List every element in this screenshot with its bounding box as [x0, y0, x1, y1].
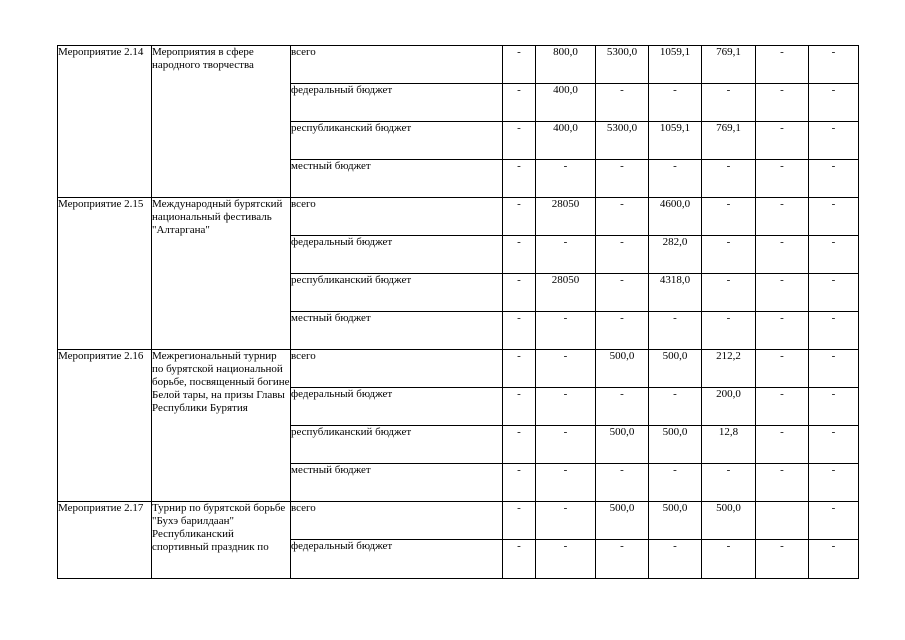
amount-cell: 400,0 [536, 84, 596, 122]
amount-cell: - [596, 198, 649, 236]
amount-cell: 28050 [536, 198, 596, 236]
event-code-cell: Мероприятие 2.16 [58, 350, 152, 502]
funding-source-cell: всего [291, 350, 503, 388]
amount-cell: - [536, 312, 596, 350]
budget-table [57, 45, 859, 579]
amount-cell: 400,0 [536, 122, 596, 160]
amount-cell: - [756, 274, 809, 312]
amount-cell: 212,2 [702, 350, 756, 388]
amount-cell: - [596, 274, 649, 312]
amount-cell: - [649, 312, 702, 350]
amount-cell: - [756, 122, 809, 160]
event-name-cell: Международный бурятский национальный фестиваль "Алтаргана" [152, 198, 291, 350]
amount-cell: - [809, 464, 859, 502]
event-code-cell: Мероприятие 2.17 [58, 502, 152, 579]
amount-cell: - [503, 198, 536, 236]
funding-source-cell: местный бюджет [291, 312, 503, 350]
amount-cell: - [503, 388, 536, 426]
amount-cell: - [809, 388, 859, 426]
amount-cell: - [702, 312, 756, 350]
amount-cell: - [503, 502, 536, 540]
funding-source-cell: федеральный бюджет [291, 236, 503, 274]
amount-cell [756, 502, 809, 540]
amount-cell: - [503, 540, 536, 579]
amount-cell: 12,8 [702, 426, 756, 464]
funding-source-cell: республиканский бюджет [291, 426, 503, 464]
amount-cell: 500,0 [649, 350, 702, 388]
event-code-cell: Мероприятие 2.14 [58, 46, 152, 198]
amount-cell: 5300,0 [596, 122, 649, 160]
amount-cell: - [756, 540, 809, 579]
amount-cell: - [536, 388, 596, 426]
amount-cell: - [503, 426, 536, 464]
amount-cell: 500,0 [596, 426, 649, 464]
amount-cell: - [536, 350, 596, 388]
amount-cell: 500,0 [596, 502, 649, 540]
funding-source-cell: федеральный бюджет [291, 388, 503, 426]
funding-source-cell: местный бюджет [291, 160, 503, 198]
amount-cell: - [596, 236, 649, 274]
funding-source-cell: местный бюджет [291, 464, 503, 502]
amount-cell: - [809, 198, 859, 236]
amount-cell: - [756, 426, 809, 464]
funding-source-cell: республиканский бюджет [291, 122, 503, 160]
funding-source-cell: всего [291, 502, 503, 540]
amount-cell: - [649, 388, 702, 426]
amount-cell: - [702, 464, 756, 502]
amount-cell: - [756, 312, 809, 350]
amount-cell: 500,0 [649, 502, 702, 540]
table-row [58, 350, 859, 388]
amount-cell: - [503, 84, 536, 122]
amount-cell: - [596, 464, 649, 502]
amount-cell: - [503, 122, 536, 160]
table-row [58, 46, 859, 84]
amount-cell: - [649, 160, 702, 198]
amount-cell: - [809, 46, 859, 84]
amount-cell: - [702, 540, 756, 579]
event-code-cell: Мероприятие 2.15 [58, 198, 152, 350]
amount-cell: 200,0 [702, 388, 756, 426]
amount-cell: - [702, 274, 756, 312]
amount-cell: - [756, 198, 809, 236]
table-row [58, 198, 859, 236]
amount-cell: - [536, 160, 596, 198]
amount-cell: - [536, 236, 596, 274]
amount-cell: 4318,0 [649, 274, 702, 312]
event-name-cell: Межрегиональный турнир по бурятской национальной борьбе, посвященный богине Белой тары, на призы Главы Республики Бурятия [152, 350, 291, 502]
amount-cell: - [809, 426, 859, 464]
amount-cell: - [536, 540, 596, 579]
amount-cell: - [536, 464, 596, 502]
amount-cell: - [756, 160, 809, 198]
funding-source-cell: федеральный бюджет [291, 84, 503, 122]
amount-cell: - [503, 274, 536, 312]
amount-cell: - [596, 84, 649, 122]
amount-cell: - [596, 312, 649, 350]
amount-cell: - [756, 350, 809, 388]
amount-cell: - [809, 274, 859, 312]
amount-cell: - [809, 236, 859, 274]
amount-cell: 800,0 [536, 46, 596, 84]
amount-cell: - [809, 502, 859, 540]
amount-cell: - [503, 160, 536, 198]
amount-cell: - [702, 198, 756, 236]
amount-cell: - [702, 84, 756, 122]
amount-cell: - [536, 502, 596, 540]
amount-cell: - [809, 84, 859, 122]
amount-cell: - [503, 312, 536, 350]
amount-cell: 28050 [536, 274, 596, 312]
funding-source-cell: республиканский бюджет [291, 274, 503, 312]
amount-cell: - [809, 540, 859, 579]
amount-cell: - [809, 160, 859, 198]
amount-cell: - [536, 426, 596, 464]
amount-cell: - [503, 236, 536, 274]
amount-cell: - [756, 388, 809, 426]
amount-cell: - [756, 236, 809, 274]
amount-cell: - [649, 540, 702, 579]
amount-cell: - [649, 84, 702, 122]
amount-cell: 500,0 [596, 350, 649, 388]
amount-cell: - [756, 46, 809, 84]
amount-cell: - [503, 350, 536, 388]
amount-cell: - [756, 84, 809, 122]
amount-cell: - [702, 160, 756, 198]
amount-cell: 769,1 [702, 46, 756, 84]
amount-cell: 282,0 [649, 236, 702, 274]
amount-cell: - [503, 46, 536, 84]
amount-cell: 5300,0 [596, 46, 649, 84]
amount-cell: 1059,1 [649, 122, 702, 160]
amount-cell: - [756, 464, 809, 502]
event-name-cell: Турнир по бурятской борьбе "Бухэ барилдаан" Республиканский спортивный праздник по [152, 502, 291, 579]
amount-cell: 500,0 [649, 426, 702, 464]
funding-source-cell: федеральный бюджет [291, 540, 503, 579]
amount-cell: - [596, 388, 649, 426]
amount-cell: - [596, 160, 649, 198]
amount-cell: 4600,0 [649, 198, 702, 236]
amount-cell: 769,1 [702, 122, 756, 160]
table-row [58, 502, 859, 540]
amount-cell: 500,0 [702, 502, 756, 540]
amount-cell: - [809, 122, 859, 160]
amount-cell: - [649, 464, 702, 502]
event-name-cell: Мероприятия в сфере народного творчества [152, 46, 291, 198]
funding-source-cell: всего [291, 46, 503, 84]
table-body [58, 46, 859, 579]
amount-cell: - [809, 350, 859, 388]
amount-cell: - [596, 540, 649, 579]
amount-cell: - [702, 236, 756, 274]
amount-cell: - [809, 312, 859, 350]
funding-source-cell: всего [291, 198, 503, 236]
amount-cell: 1059,1 [649, 46, 702, 84]
amount-cell: - [503, 464, 536, 502]
